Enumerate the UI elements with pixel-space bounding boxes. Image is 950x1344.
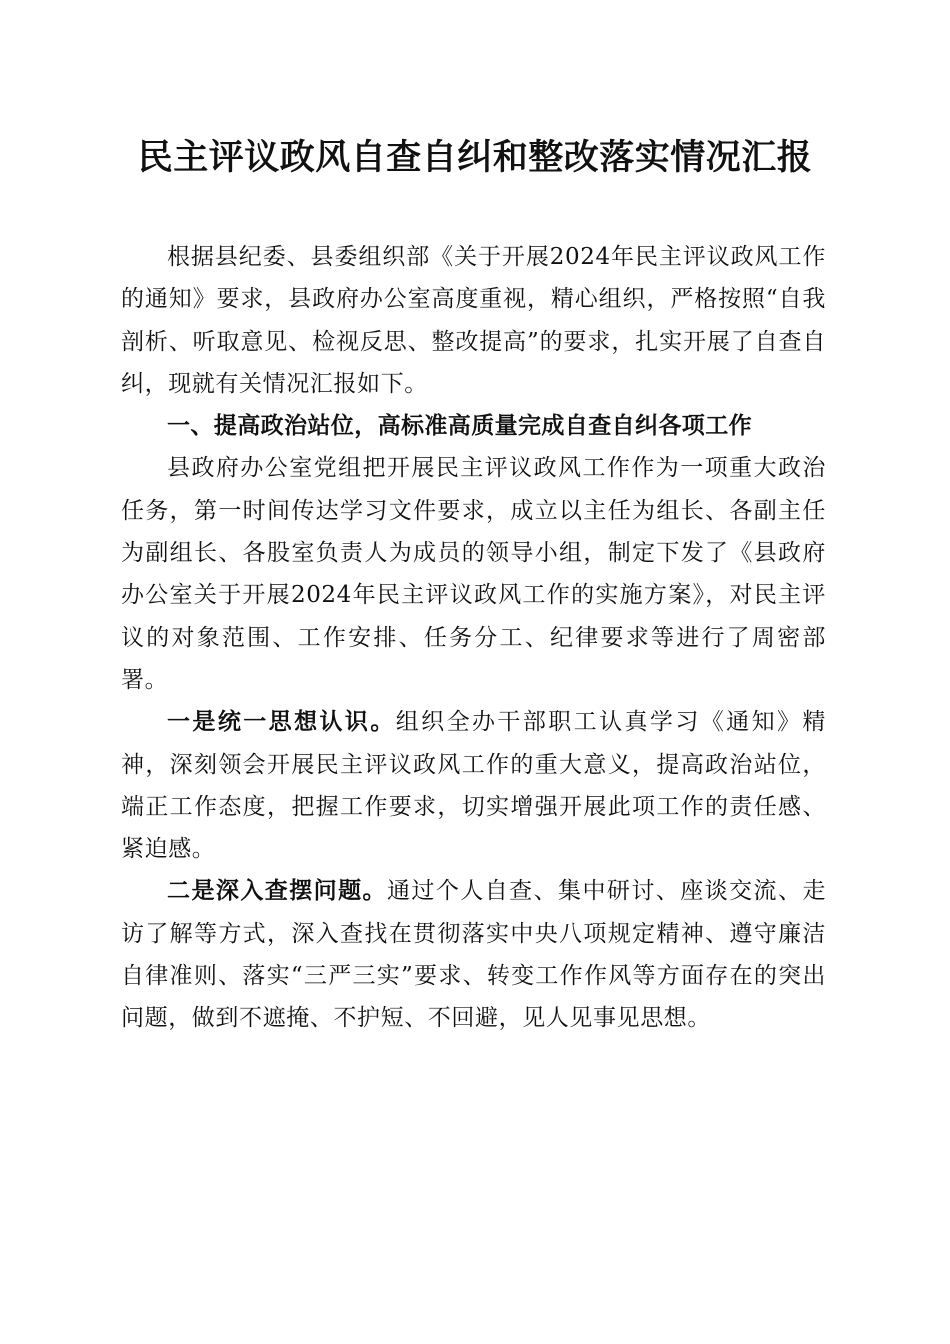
document-title: 民主评议政风自查自纠和整改落实情况汇报 xyxy=(137,138,813,178)
section-heading: 一、提高政治站位，高标准高质量完成自查自纠各项工作 xyxy=(167,413,752,440)
intro-paragraph: 根据县纪委、县委组织部《关于开展2024年民主评议政风工作的通知》要求，县政府办公室高度重视，精心组织，严格按照“自我剖析、听取意见、检视反思、整改提高”的要求，扎实开展了自查自纠，现就有关情况汇报如下。 xyxy=(121,244,826,397)
document-body xyxy=(121,236,826,1040)
point-two-text: 通过个人自查、集中研讨、座谈交流、走访了解等方式，深入查找在贯彻落实中央八项规定精神、遵守廉洁自律准则、落实“三严三实”要求、转变工作作风等方面存在的突出问题，做到不遮掩、不护短、不回避，见人见事见思想。 xyxy=(121,878,826,1032)
point-two-lead: 二是深入查摆问题。 xyxy=(167,877,387,905)
point-one-paragraph xyxy=(121,701,826,870)
point-two-paragraph xyxy=(121,870,826,1039)
point-one-text: 组织全办干部职工认真学习《通知》精神，深刻领会开展民主评议政风工作的重大意义，提高政治站位，端正工作态度，把握工作要求，切实增强开展此项工作的责任感、紧迫感。 xyxy=(121,709,826,863)
section-paragraph: 县政府办公室党组把开展民主评议政风工作作为一项重大政治任务，第一时间传达学习文件要求，成立以主任为组长、各副主任为副组长、各股室负责人为成员的领导小组，制定下发了《县政府办公室关于开展2024年民主评议政风工作的实施方案》，对民主评议的对象范围、工作安排、任务分工、纪律要求等进行了周密部署。 xyxy=(121,455,826,693)
point-one-lead: 一是统一思想认识。 xyxy=(167,708,396,736)
